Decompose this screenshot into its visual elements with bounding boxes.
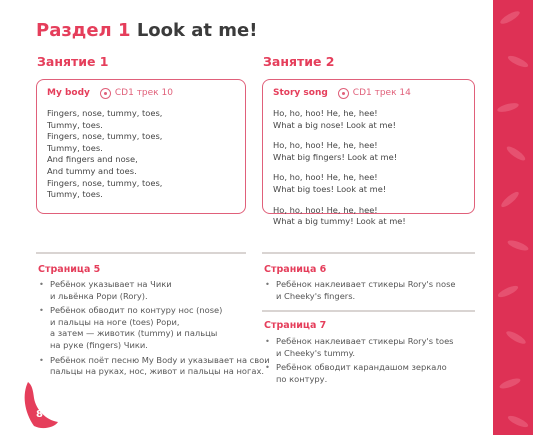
song-box-my-body	[36, 79, 246, 214]
song-name: My body	[47, 88, 90, 98]
song-box-story-song	[262, 79, 475, 227]
lyric-line: And fingers and nose,	[47, 154, 138, 165]
note-line: и львёнка Рори (Rory).	[50, 290, 148, 301]
lyric-line: Ho, ho, hoo! He, he, hee!	[273, 204, 378, 215]
banana-pattern-icon	[505, 329, 528, 346]
section-divider	[262, 310, 475, 312]
banana-pattern-icon	[499, 9, 522, 26]
banana-tab-shape-icon	[20, 380, 60, 430]
cd-disc-icon	[100, 88, 111, 99]
note-line: • Ребёнок наклеивает стикеры Rory's toes	[276, 336, 454, 346]
lyric-line: Tummy, toes.	[47, 142, 103, 153]
banana-pattern-icon	[498, 376, 521, 390]
lyric-line: What a big tummy! Look at me!	[273, 216, 406, 227]
lesson-2-title: Занятие 2	[263, 54, 335, 69]
lyric-line: Ho, ho, hoo! He, he, hee!	[273, 140, 378, 151]
note-line: • Ребёнок обводит карандашом зеркало	[276, 362, 447, 373]
lyric-line: Ho, ho, hoo! He, he, hee!	[273, 172, 378, 183]
song-name: Story song	[273, 88, 328, 98]
page-6-notes	[264, 279, 479, 305]
lyric-stanza	[273, 108, 464, 131]
song-lyrics	[47, 108, 235, 201]
banana-pattern-icon	[506, 238, 529, 252]
note-line: по контуру.	[276, 373, 328, 384]
banana-pattern-icon	[496, 101, 519, 113]
cd-disc-icon	[338, 88, 349, 99]
page-title	[36, 20, 257, 41]
banana-pattern-icon	[507, 414, 530, 430]
lyric-line: What big toes! Look at me!	[273, 183, 387, 194]
page-5-notes	[38, 279, 270, 381]
note-line: а затем — животик (tummy) и пальцы	[50, 328, 218, 339]
lyric-line: What big fingers! Look at me!	[273, 151, 398, 162]
page-7-heading: Страница 7	[264, 320, 327, 331]
song-header	[273, 86, 464, 100]
section-divider	[36, 252, 246, 254]
note-item	[38, 354, 270, 378]
decorative-side-band	[493, 0, 533, 435]
lyric-line: Fingers, nose, tummy, toes,	[47, 131, 163, 142]
page-7-notes	[264, 336, 479, 388]
song-lyrics	[273, 108, 464, 228]
banana-pattern-icon	[497, 284, 520, 300]
note-line: и Cheeky's fingers.	[276, 290, 356, 301]
cd-track: CD1 трек 10	[114, 88, 173, 98]
note-line: и Cheeky's tummy.	[276, 347, 355, 358]
note-line: • Ребёнок наклеивает стикеры Rory's nose	[276, 279, 456, 289]
lyric-stanza	[273, 205, 464, 228]
lyric-line: Tummy, toes.	[47, 189, 103, 200]
cd-track: CD1 трек 14	[352, 88, 411, 98]
note-item	[38, 279, 253, 302]
section-title: Look at me!	[136, 20, 258, 41]
lyric-stanza	[273, 172, 464, 195]
lyric-line: Ho, ho, hoo! He, he, hee!	[273, 108, 378, 118]
lyric-line: Fingers, nose, tummy, toes,	[47, 108, 163, 118]
page-number: 8	[36, 409, 43, 420]
banana-pattern-icon	[505, 144, 527, 162]
note-line: пальцы на руках, нос, живот и пальцы на ногах.	[50, 366, 264, 377]
note-item	[264, 362, 479, 385]
note-line: на руке (fingers) Чики.	[50, 339, 148, 350]
note-item	[264, 336, 479, 359]
section-divider	[262, 252, 475, 254]
lyric-line: Tummy, toes.	[47, 119, 103, 130]
section-label: Раздел 1	[36, 20, 131, 41]
banana-pattern-icon	[499, 190, 520, 210]
banana-pattern-icon	[507, 54, 530, 70]
note-item	[38, 305, 253, 351]
note-line: • Ребёнок указывает на Чики	[50, 279, 172, 289]
page-5-heading: Страница 5	[38, 264, 101, 275]
lyric-stanza	[273, 140, 464, 163]
song-header	[47, 86, 235, 100]
note-line: • Ребёнок поёт песню My Body и указывает на свои	[50, 354, 270, 365]
lyric-line: Fingers, nose, tummy, toes,	[47, 177, 163, 188]
note-line: • Ребёнок обводит по контуру нос (nose)	[50, 305, 223, 316]
note-item	[264, 279, 479, 302]
page-6-heading: Страница 6	[264, 264, 327, 275]
page-number-tab	[20, 380, 60, 430]
lesson-1-title: Занятие 1	[37, 54, 109, 69]
lyric-line: And tummy and toes.	[47, 165, 137, 176]
lyric-line: What a big nose! Look at me!	[273, 119, 396, 130]
note-line: и пальцы на ноге (toes) Рори,	[50, 316, 180, 327]
